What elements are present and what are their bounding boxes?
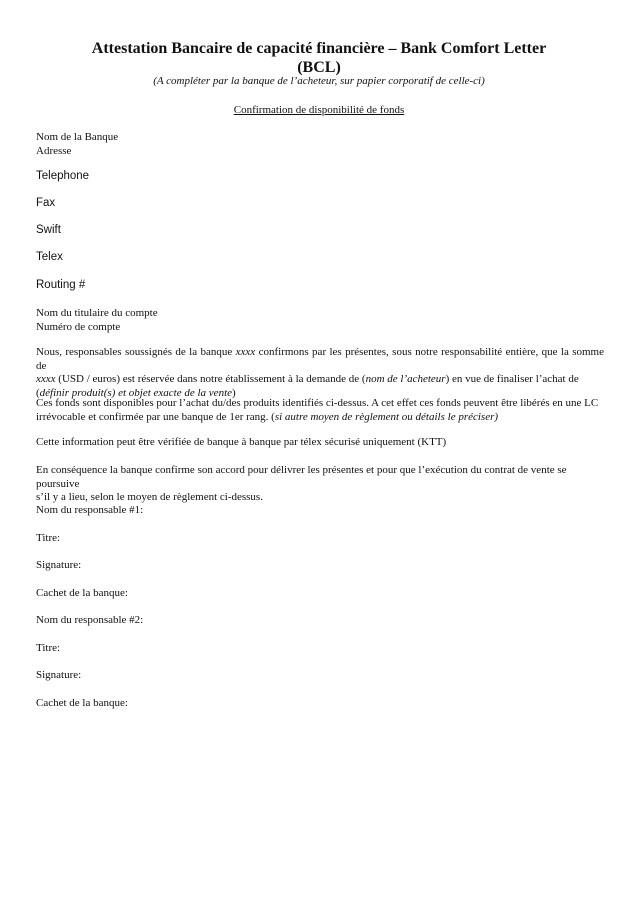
document-subtitle: (A compléter par la banque de l’acheteur, sur papier corporatif de celle-ci): [153, 75, 485, 87]
confirmation-heading: Confirmation de disponibilité de fonds: [233, 104, 405, 116]
routing-label: Routing #: [36, 279, 86, 291]
title-2-label: Titre:: [36, 642, 61, 654]
account-holder-label: Nom du titulaire du compte: [36, 307, 158, 319]
paragraph-funds-available: [36, 397, 604, 424]
swift-label: Swift: [36, 224, 61, 236]
p1-line-1: [36, 346, 604, 373]
p1-buyer-name: nom de l’acheteur: [365, 373, 446, 385]
title-line-1: Attestation Bancaire de capacité financière – Bank Comfort Letter: [91, 40, 547, 57]
p1-amount-placeholder: xxxx: [235, 346, 256, 358]
p1-text-a: Nous, responsables soussignés de la banque: [36, 346, 236, 358]
signature-1-label: Signature:: [36, 559, 82, 571]
p1-paren-open: (: [36, 386, 40, 399]
p1-paren-close: ): [232, 386, 236, 399]
paragraph-verification: Cette information peut être vérifiée de banque à banque par télex sécurisé uniquement (KTT): [36, 436, 447, 448]
bank-stamp-2-label: Cachet de la banque:: [36, 697, 128, 709]
address-label: Adresse: [36, 144, 72, 157]
account-number-label: Numéro de compte: [36, 320, 121, 333]
p1-product-definition: définir produit(s) et objet exacte de la vente: [39, 386, 233, 399]
p2-payment-note: si autre moyen de règlement ou détails le préciser): [274, 410, 499, 423]
telex-label: Telex: [36, 251, 63, 263]
bank-name-address: [36, 131, 604, 158]
paragraph-funds-reserved: [36, 346, 604, 400]
p1-line-2: [36, 373, 604, 387]
responsible-1-name-label: Nom du responsable #1:: [36, 504, 144, 516]
bank-name-label: Nom de la Banque: [36, 131, 119, 143]
p4-line-1: En conséquence la banque confirme son accord pour délivrer les présentes et pour que l’exécution du contrat de vente se poursuive: [36, 464, 567, 490]
p1-sum-placeholder: xxxx: [36, 373, 56, 385]
title-1-label: Titre:: [36, 532, 61, 544]
fax-label: Fax: [36, 197, 56, 209]
document-title: [70, 39, 568, 77]
telephone-label: Telephone: [36, 170, 90, 182]
p2-line-2: [36, 411, 604, 425]
p2-text-b: irrévocable et confirmée par une banque de 1er rang. (: [36, 410, 275, 423]
title-line-2: (BCL): [297, 59, 341, 76]
paragraph-consequence: [36, 464, 604, 505]
p2-line-1: Ces fonds sont disponibles pour l’achat du/des produits identifiés ci-dessus. A cet effet ces fonds peuvent être libérés en une LC: [36, 397, 599, 409]
account-info: [36, 307, 604, 334]
bank-stamp-1-label: Cachet de la banque:: [36, 587, 128, 599]
p1-text-c: confirmons par les présentes, sous notre responsabilité entière, que la somme de: [36, 346, 604, 372]
p4-line-2: s’il y a lieu, selon le moyen de règlement ci-dessus.: [36, 491, 263, 503]
responsible-2-name-label: Nom du responsable #2:: [36, 614, 144, 626]
p1-text-e: (USD / euros) est réservée dans notre établissement à la demande de (: [55, 373, 366, 385]
signature-2-label: Signature:: [36, 669, 82, 681]
p1-text-g: ) en vue de finaliser l’achat de: [445, 373, 579, 385]
